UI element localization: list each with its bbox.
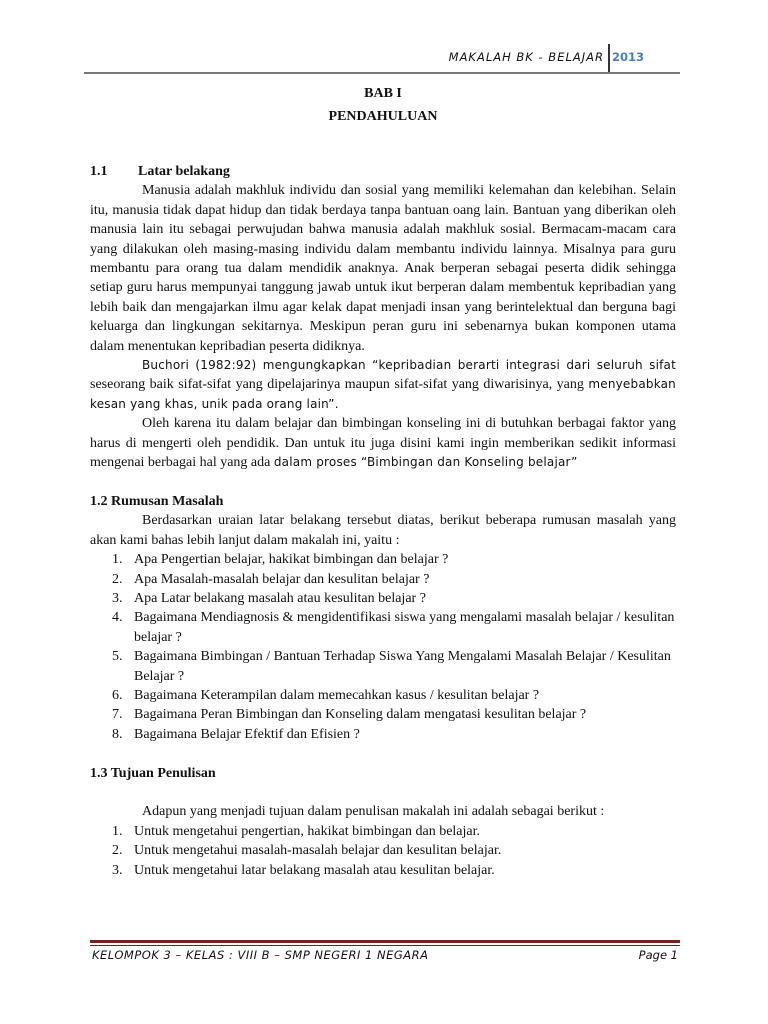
list-number: 5. bbox=[112, 649, 123, 665]
list-number: 2. bbox=[112, 571, 123, 587]
footer-rule-thick bbox=[90, 940, 680, 943]
paragraph: Manusia adalah makhluk individu dan sosial yang memiliki kelemahan dan kelebihan. Selain itu, manusia tidak dapat hidup dan tidak berdaya tanpa bantuan oang lain. Bantuan yang diberikan oleh manusia lain itu sebagai perwujudan bahwa manusia adalah makhluk sosial. Bermacam-macam cara yang dilakukan oleh masing-masing individu dalam membantu individu lainnya. Misalnya para guru membantu para orang tua dalam mendidik anaknya. Anak berperan sebagai peserta didik sehingga setiap guru harus mempunyai tanggung jawab untuk ikut berperan dalam membentuk kepribadian yang lebih baik dan mengajarkan ilmu agar kelak dapat menjadi insan yang berintelektual dan berguna bagi keluarga dan lingkungan sekitarnya. Meskipun peran guru ini sebenarnya bukan komponen utama dalam menentukan kepribadian peserta didiknya. bbox=[90, 183, 676, 354]
list-number: 1. bbox=[112, 552, 123, 568]
header-title: MAKALAH BK - BELAJAR bbox=[448, 50, 604, 64]
chapter-number: BAB I bbox=[364, 86, 402, 101]
footer-group-info: KELOMPOK 3 – KELAS : VIII B – SMP NEGERI 1 NEGARA bbox=[92, 948, 429, 962]
list-number: 3. bbox=[112, 862, 123, 878]
list-number: 6. bbox=[112, 687, 123, 703]
list-text: Bagaimana Keterampilan dalam memecahkan kasus / kesulitan belajar ? bbox=[134, 687, 540, 703]
page-header bbox=[84, 50, 680, 70]
section-heading-rumusan-masalah: 1.2 Rumusan Masalah bbox=[90, 493, 224, 509]
list-item bbox=[90, 725, 676, 744]
quote-text-part3: menyebabkan kesan yang khas, unik pada orang lain”. bbox=[90, 377, 676, 411]
section-number: 1.1 bbox=[90, 164, 108, 179]
list-item bbox=[90, 647, 676, 686]
list-item bbox=[90, 705, 676, 724]
paragraph-text: Oleh karena itu dalam belajar dan bimbingan konseling ini di butuhkan berbagai faktor yang harus di mengerti oleh pendidik. Dan untuk itu juga disini kami ingin memberikan sedikit informasi mengenai berbagai hal yang ada bbox=[90, 416, 676, 471]
header-rule bbox=[84, 72, 680, 74]
list-number: 2. bbox=[112, 843, 123, 859]
list-item bbox=[90, 822, 676, 841]
quote-text-part1: Buchori (1982:92) mengungkapkan “kepribadian berarti integrasi dari seluruh sifat bbox=[142, 358, 676, 373]
paragraph bbox=[90, 414, 676, 472]
list-number: 8. bbox=[112, 726, 123, 742]
rumusan-masalah-list bbox=[90, 550, 676, 744]
section-heading-tujuan-penulisan: 1.3 Tujuan Penulisan bbox=[90, 765, 216, 781]
paragraph: Adapun yang menjadi tujuan dalam penulisan makalah ini adalah sebagai berikut : bbox=[142, 804, 605, 820]
list-text: Untuk mengetahui pengertian, hakikat bimbingan dan belajar. bbox=[134, 823, 481, 839]
list-text: Bagaimana Mendiagnosis & mengidentifikasi siswa yang mengalami masalah belajar / kesulitan belajar ? bbox=[134, 610, 675, 645]
list-number: 1. bbox=[112, 823, 123, 839]
document-body bbox=[90, 162, 676, 880]
list-item bbox=[90, 589, 676, 608]
tujuan-penulisan-list bbox=[90, 822, 676, 880]
list-text: Bagaimana Bimbingan / Bantuan Terhadap Siswa Yang Mengalami Masalah Belajar / Kesulitan Belajar ? bbox=[134, 649, 671, 684]
paragraph-text-sans: dalam proses “Bimbingan dan Konseling belajar” bbox=[273, 455, 578, 470]
list-text: Bagaimana Peran Bimbingan dan Konseling dalam mengatasi kesulitan belajar ? bbox=[134, 707, 587, 723]
list-item bbox=[90, 686, 676, 705]
chapter-title: PENDAHULUAN bbox=[328, 109, 438, 124]
header-year: 2013 bbox=[611, 50, 644, 64]
quote-text-part2: seseorang baik sifat-sifat yang dipelajarinya maupun sifat-sifat yang diwarisinya, yang bbox=[90, 377, 589, 393]
list-number: 4. bbox=[112, 610, 123, 626]
list-text: Untuk mengetahui latar belakang masalah atau kesulitan belajar. bbox=[134, 862, 495, 878]
paragraph: Berdasarkan uraian latar belakang tersebut diatas, berikut beberapa rumusan masalah yang akan kami bahas lebih lanjut dalam makalah ini, yaitu : bbox=[90, 513, 676, 548]
list-text: Apa Masalah-masalah belajar dan kesulitan belajar ? bbox=[134, 571, 430, 587]
list-text: Untuk mengetahui masalah-masalah belajar dan kesulitan belajar. bbox=[134, 843, 502, 859]
footer-rule-thin bbox=[90, 945, 680, 946]
paragraph-quote bbox=[90, 356, 676, 414]
list-text: Bagaimana Belajar Efektif dan Efisien ? bbox=[134, 726, 360, 742]
list-item bbox=[90, 861, 676, 880]
list-text: Apa Pengertian belajar, hakikat bimbingan dan belajar ? bbox=[134, 552, 449, 568]
list-item bbox=[90, 570, 676, 589]
list-item bbox=[90, 550, 676, 569]
section-title: Latar belakang bbox=[138, 164, 230, 179]
section-heading-latar-belakang bbox=[90, 162, 676, 181]
page-number: Page 1 bbox=[638, 948, 678, 962]
header-separator bbox=[608, 44, 610, 72]
list-item bbox=[90, 841, 676, 860]
list-number: 7. bbox=[112, 707, 123, 723]
list-number: 3. bbox=[112, 590, 123, 606]
list-text: Apa Latar belakang masalah atau kesulitan belajar ? bbox=[134, 590, 426, 606]
list-item bbox=[90, 608, 676, 647]
